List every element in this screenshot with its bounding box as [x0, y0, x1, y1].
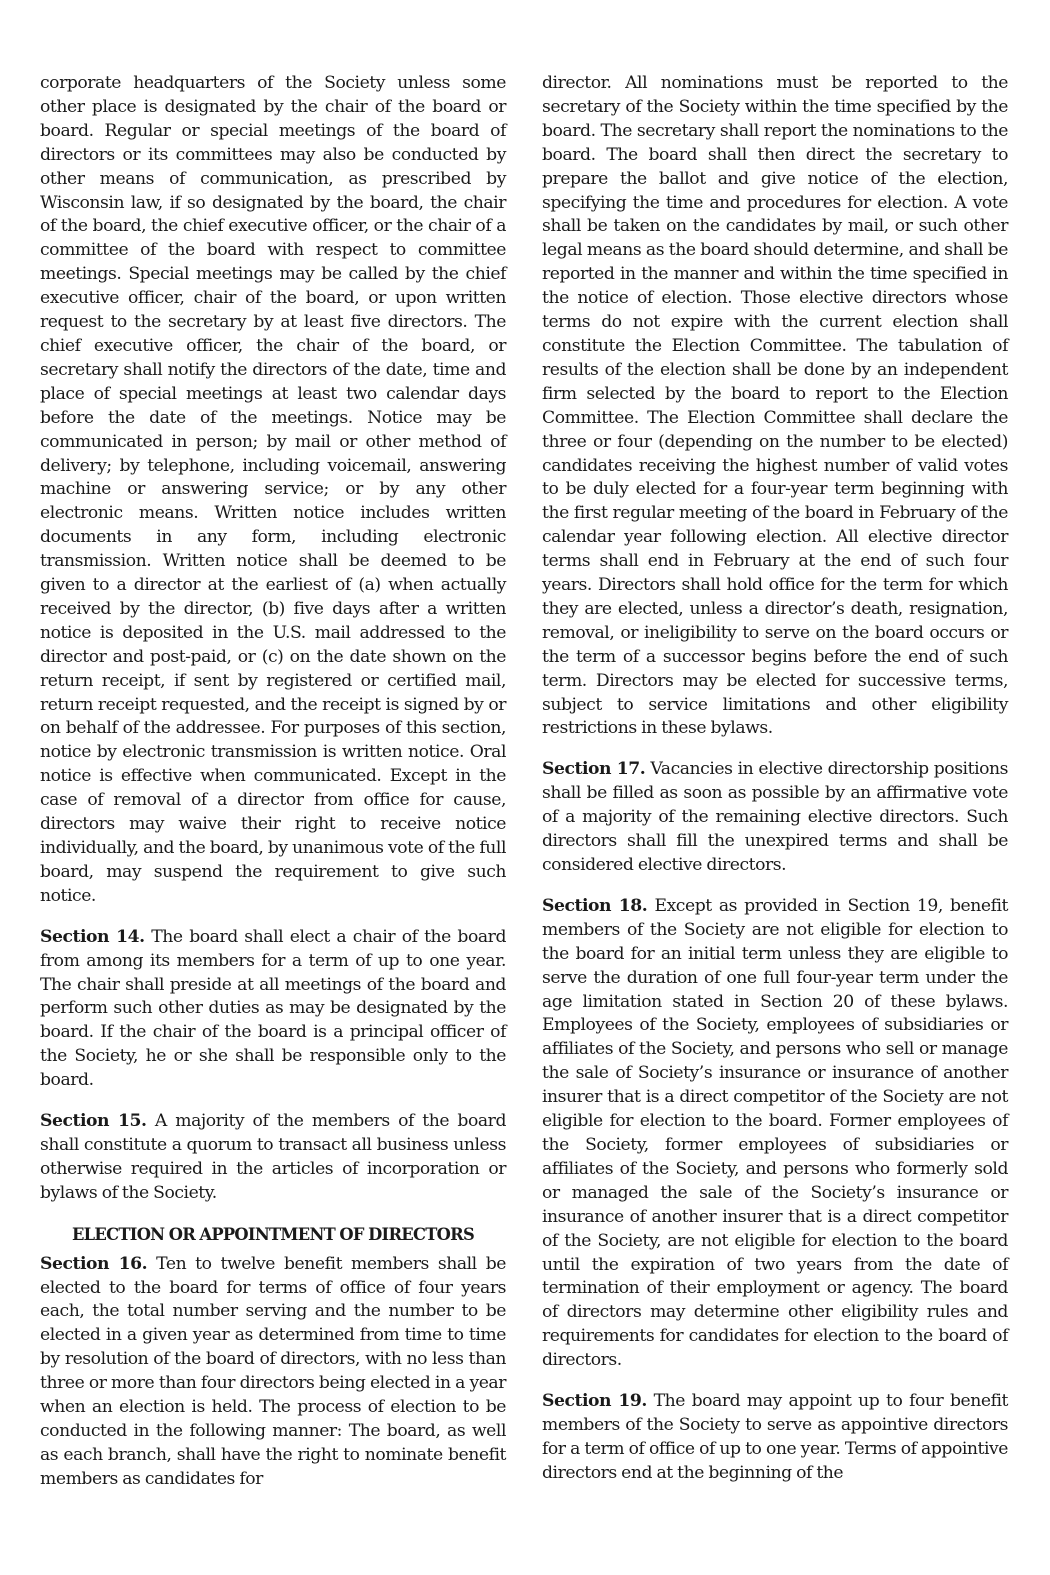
- section-14-label: Section 14.: [40, 926, 145, 947]
- section-18: [542, 895, 1008, 1373]
- election-heading: ELECTION OR APPOINTMENT OF DIRECTORS: [71, 1224, 475, 1244]
- section-18-label: Section 18.: [542, 895, 648, 916]
- section-17-text: Vacancies in elective directorship positions shall be filled as soon as possible by an affirmative vote of a majority of the remaining elective directors. Such directors shall fill the unexpired terms and shall be considered elective directors.: [542, 759, 1008, 875]
- section-19-label: Section 19.: [542, 1391, 647, 1412]
- section-17: [542, 758, 1008, 878]
- section-19-text: The board may appoint up to four benefit members of the Society to serve as appointive directors for a term of office of up to one year. Terms of appointive directors end at the beginning of the: [542, 1391, 1008, 1483]
- section-16-label: Section 16.: [40, 1253, 148, 1274]
- section-19: [542, 1390, 1008, 1486]
- section-16-text: Ten to twelve benefit members shall be elected to the board for terms of office of four years each, the total number serving and the number to be elected in a given year as determined from time to time by resolution of the board of directors, with no less than three or more than four directors being elected in a year when an election is held. The process of election to be conducted in the following manner: The board, as well as each branch, shall have the right to nominate benefit members as candidates for: [40, 1253, 506, 1489]
- section-16: [40, 1253, 506, 1492]
- section-17-label: Section 17.: [542, 759, 646, 780]
- section-15-text: A majority of the members of the board shall constitute a quorum to transact all business unless otherwise required in the articles of incorporation or bylaws of the Society.: [40, 1111, 506, 1203]
- right-column: [542, 72, 1008, 1486]
- section-14: [40, 926, 506, 1093]
- section-15: [40, 1110, 506, 1206]
- section-13-continuation: corporate headquarters of the Society unless some other place is designated by the chair of the board or board. Regular or special meetings of the board of directors or its committees may also be conducted by other means of communication, as prescribed by Wisconsin law, if so designated by the board, the chair of the board, the chief executive officer, or the chair of a committee of the board with respect to committee meetings. Special meetings may be called by the chief executive officer, chair of the board, or upon written request to the secretary by at least five directors. The chief executive officer, the chair of the board, or secretary shall notify the directors of the date, time and place of special meetings at least two calendar days before the date of the meetings. Notice may be communicated in person; by mail or other method of delivery; by telephone, including voicemail, answering machine or answering service; or by any other electronic means. Written notice includes written documents in any form, including electronic transmission. Written notice shall be deemed to be given to a director at the earliest of (a) when actually received by the director, (b) five days after a written notice is deposited in the U.S. mail addressed to the director and post-paid, or (c) on the date shown on the return receipt, if sent by registered or certified mail, return receipt requested, and the receipt is signed by or on behalf of the addressee. For purposes of this section, notice by electronic transmission is written notice. Oral notice is effective when communicated. Except in the case of removal of a director from office for cause, directors may waive their right to receive notice individually, and the board, by unanimous vote of the full board, may suspend the requirement to give such notice.: [40, 73, 506, 906]
- section-14-text: The board shall elect a chair of the board from among its members for a term of up to one year. The chair shall preside at all meetings of the board and perform such other duties as may be designated by the board. If the chair of the board is a principal officer of the Society, he or she shall be responsible only to the board.: [40, 926, 507, 1091]
- section-18-text: Except as provided in Section 19, benefit members of the Society are not eligible for election to the board for an initial term unless they are eligible to serve the duration of one full four-year term under the age limitation stated in Section 20 of these bylaws. Employees of the Society, employees of subsidiaries or affiliates of the Society, and persons who sell or manage the sale of Society’s insurance or insurance of another insurer that is a direct competitor of the Society are not eligible for election to the board. Former employees of the Society, former employees of subsidiaries or affiliates of the Society, and persons who formerly sold or managed the sale of the Society’s insurance or insurance of another insurer that is a direct competitor of the Society, are not eligible for election to the board until the expiration of two years from the date of termination of their employment or agency. The board of directors may determine other eligibility rules and requirements for candidates for election to the board of directors.: [542, 895, 1009, 1371]
- section-16-continuation: director. All nominations must be reported to the secretary of the Society within the time specified by the board. The secretary shall report the nominations to the board. The board shall then direct the secretary to prepare the ballot and give notice of the election, specifying the time and procedures for election. A vote shall be taken on the candidates by mail, or such other legal means as the board should determine, and shall be reported in the manner and within the time specified in the notice of election. Those elective directors whose terms do not expire with the current election shall constitute the Election Committee. The tabulation of results of the election shall be done by an independent firm selected by the board to report to the Election Committee. The Election Committee shall declare the three or four (depending on the number to be elected) candidates receiving the highest number of valid votes to be duly elected for a four-year term beginning with the first regular meeting of the board in February of the calendar year following election. All elective director terms shall end in February at the end of such four years. Directors shall hold office for the term for which they are elected, unless a director’s death, resignation, removal, or ineligibility to serve on the board occurs or the term of a successor begins before the end of such term. Directors may be elected for successive terms, subject to service limitations and other eligibility restrictions in these bylaws.: [542, 73, 1008, 739]
- left-column: [40, 72, 506, 1492]
- section-15-label: Section 15.: [40, 1111, 147, 1132]
